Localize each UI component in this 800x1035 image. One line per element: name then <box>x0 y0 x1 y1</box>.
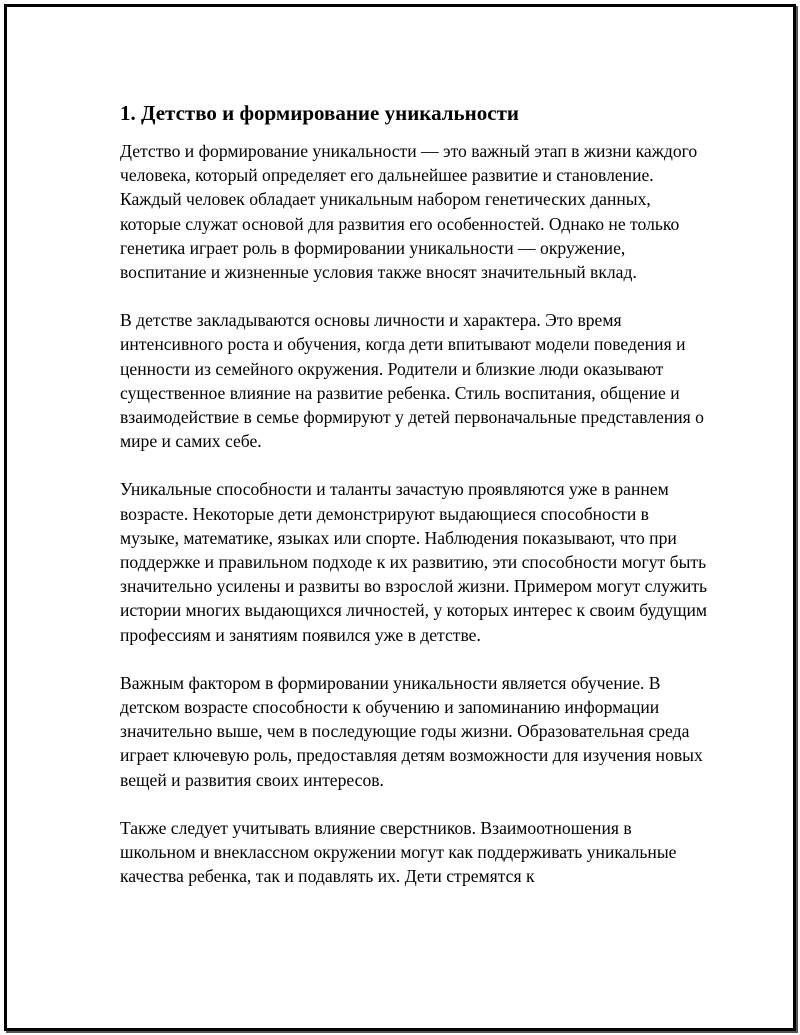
paragraph-3: Уникальные способности и таланты зачастую проявляются уже в раннем возрасте. Некоторые дети демонстрируют выдающиеся способности в музыке, математике, языках или спорте. Наблюдения показывают, что при поддержке и правильном подходе к их развитию, эти способности могут быть значительно усилены и развиты во взрослой жизни. Примером могут служить истории многих выдающихся личностей, у которых интерес к своим будущим профессиям и занятиям появился уже в детстве. <box>120 479 708 645</box>
section-heading: 1. Детство и формирование уникальности <box>120 101 519 125</box>
document-body <box>120 99 710 912</box>
paragraph-5: Также следует учитывать влияние сверстников. Взаимоотношения в школьном и внеклассном окружении могут как поддерживать уникальные качества ребенка, так и подавлять их. Дети стремятся к <box>120 817 677 887</box>
paragraph-4: Важным фактором в формировании уникальности является обучение. В детском возрасте способности к обучению и запоминанию информации значительно выше, чем в последующие годы жизни. Образовательная среда играет ключевую роль, предоставляя детям возможности для изучения новых вещей и развития своих интересов. <box>120 672 703 790</box>
paragraph-2: В детстве закладываются основы личности и характера. Это время интенсивного роста и обучения, когда дети впитывают модели поведения и ценности из семейного окружения. Родители и близкие люди оказывают существенное влияние на развитие ребенка. Стиль воспитания, общение и взаимодействие в семье формируют у детей первоначальные представления о мире и самих себе. <box>120 310 704 452</box>
document-page <box>4 4 796 1031</box>
paragraph-1: Детство и формирование уникальности — это важный этап в жизни каждого человека, который определяет его дальнейшее развитие и становление. Каждый человек обладает уникальным набором генетических данных, которые служат основой для развития его особенностей. Однако не только генетика играет роль в формировании уникальности — окружение, воспитание и жизненные условия также вносят значительный вклад. <box>120 141 698 283</box>
